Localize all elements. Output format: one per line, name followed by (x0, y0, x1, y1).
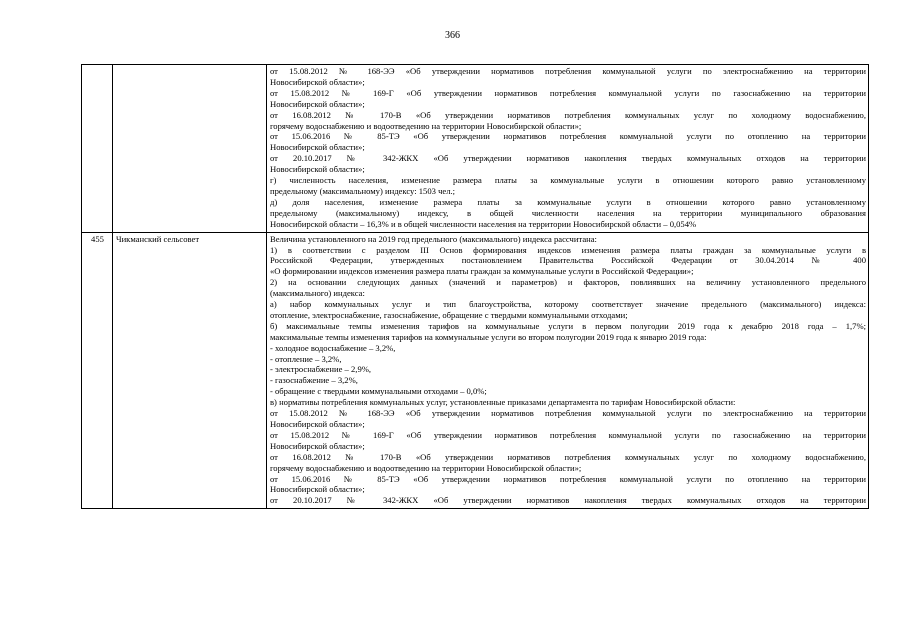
text-line: - обращение с твердыми коммунальными отходами – 0,0%; (270, 386, 487, 397)
text-line: от 15.08.2012 № 168-ЭЭ «Об утверждении нормативов потребления коммунальной услуги по электроснабжению на территории (270, 66, 866, 76)
row-text-cell (267, 65, 869, 233)
page-number: 366 (445, 30, 460, 41)
text-line: а) набор коммунальных услуг и тип благоустройства, которому соответствует значение предельного (максимального) индекса: (270, 299, 866, 310)
text-line: Новосибирской области»; (270, 419, 365, 429)
text-line: «О формировании индексов изменения размера платы граждан за коммунальные услуги в Российской Федерации»; (270, 266, 694, 277)
text-line: от 15.08.2012 № 169-Г «Об утверждении нормативов потребления коммунальной услуги по газоснабжению на территории (270, 87, 866, 98)
text-line: в) нормативы потребления коммунальных услуг, установленные приказами департамента по тарифам Новосибирской области: (270, 397, 736, 408)
text-line: от 20.10.2017 № 342-ЖКХ «Об утверждении нормативов накопления твердых коммунальных отходов на территории (270, 495, 866, 506)
municipality-name-cell: Чикманский сельсовет (113, 232, 267, 509)
text-line: - отопление – 3,2%, (270, 353, 342, 364)
text-line: предельному (максимальному) индексу, в общей численности населения на территории муниципального образования (270, 207, 866, 218)
row-text-cell (267, 232, 869, 509)
text-line: горячему водоснабжению и водоотведению на территории Новосибирской области»; (270, 120, 582, 131)
text-line: Величина установленного на 2019 год предельного (максимального) индекса рассчитана: (270, 233, 597, 244)
text-line: Новосибирской области»; (270, 164, 365, 175)
text-line: Новосибирской области»; (270, 98, 365, 109)
row-number-cell (82, 65, 113, 233)
text-line: от 16.08.2012 № 170-В «Об утверждении нормативов потребления коммунальных услуг по холодному водоснабжению, (270, 109, 866, 120)
text-line: Новосибирской области – 16,3% и в общей численности населения на территории Новосибирской области – 0,054% (270, 218, 697, 229)
text-line: - газоснабжение – 3,2%, (270, 375, 358, 386)
text-line: от 16.08.2012 № 170-В «Об утверждении нормативов потребления коммунальных услуг по холодному водоснабжению, (270, 451, 866, 462)
text-line: максимальные темпы изменения тарифов на коммунальные услуги во втором полугодии 2019 года к январю 2019 года: (270, 331, 707, 342)
text-line: Новосибирской области»; (270, 76, 365, 87)
text-line: от 15.06.2016 № 85-ТЭ «Об утверждении нормативов потребления коммунальной услуги по отоплению на территории (270, 131, 866, 142)
text-line: г) численность населения, изменение размера платы за коммунальные услуги в отношении которого равно установленному (270, 175, 866, 186)
text-line: (максимального) индекса: (270, 288, 365, 299)
row-number-cell: 455 (82, 232, 113, 509)
row-text (270, 66, 866, 230)
text-line: от 15.08.2012 № 169-Г «Об утверждении нормативов потребления коммунальной услуги по газоснабжению на территории (270, 429, 866, 440)
text-line: Новосибирской области»; (270, 142, 365, 153)
text-line: - холодное водоснабжение – 3,2%, (270, 342, 396, 353)
text-line: от 20.10.2017 № 342-ЖКХ «Об утверждении нормативов накопления твердых коммунальных отходов на территории (270, 153, 866, 164)
municipality-name-cell (113, 65, 267, 233)
table-row (82, 65, 869, 233)
text-line: предельному (максимальному) индексу: 1503 чел.; (270, 185, 456, 196)
text-line: горячему водоснабжению и водоотведению на территории Новосибирской области»; (270, 462, 582, 473)
text-line: Новосибирской области»; (270, 484, 365, 495)
text-line: от 15.06.2016 № 85-ТЭ «Об утверждении нормативов потребления коммунальной услуги по отоплению на территории (270, 473, 866, 484)
text-line: 1) в соответствии с разделом III Основ формирования индексов изменения размера платы граждан за коммунальные услуги в (270, 244, 866, 255)
text-line: от 15.08.2012 № 168-ЭЭ «Об утверждении нормативов потребления коммунальной услуги по электроснабжению на территории (270, 408, 866, 419)
table-row (82, 232, 869, 509)
document-table (81, 64, 869, 509)
text-line: Новосибирской области»; (270, 440, 365, 451)
text-line: д) доля населения, изменение размера платы за коммунальные услуги в отношении которого равно установленному (270, 196, 866, 207)
text-line: - электроснабжение – 2,9%, (270, 364, 372, 375)
row-text (270, 234, 866, 507)
text-line: Российской Федерации, утвержденных постановлением Правительства Российской Федерации от 30.04.2014 № 400 (270, 255, 866, 266)
text-line: отопление, электроснабжение, газоснабжение, обращение с твердыми коммунальными отходами; (270, 309, 628, 320)
text-line: 2) на основании следующих данных (значений и параметров) и факторов, повлиявших на величину установленного предельного (270, 277, 866, 288)
text-line: б) максимальные темпы изменения тарифов на коммунальные услуги в первом полугодии 2019 года к декабрю 2018 года – 1,7%; (270, 320, 866, 331)
